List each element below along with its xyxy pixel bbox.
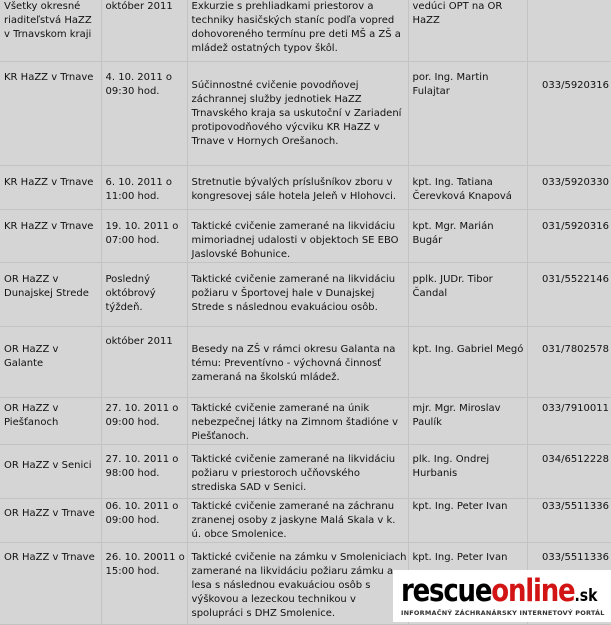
date-cell: október 2011 — [101, 0, 187, 61]
table-row — [0, 165, 611, 209]
date-cell: 06. 10. 2011 o 09:00 hod. — [101, 498, 187, 542]
date-cell: 27. 10. 2011 o 98:00 hod. — [101, 444, 187, 498]
contact-cell: kpt. Ing. Peter Ivan — [408, 542, 527, 624]
organizer-cell: KR HaZZ v Trnave — [0, 165, 101, 209]
organizer-cell: Všetky okresné riaditeľstvá HaZZ v Trnavskom kraji — [0, 0, 101, 61]
date-cell: 27. 10. 2011 o 09:00 hod. — [101, 397, 187, 444]
contact-cell: plk. Ing. Ondrej Hurbanis — [408, 444, 527, 498]
table-row — [0, 498, 611, 542]
description-cell: Taktické cvičenie zamerané na likvidáciu požiaru v Športovej hale v Dunajskej Strede s následnou evakuáciou osôb. — [187, 262, 408, 326]
description-cell: Taktické cvičenie na zámku v Smoleniciach zamerané na likvidáciu požiaru zámku a lesa s následnou evakuáciou osôb s výškovou a lezeckou technikou v spolupráci s DHZ Smolenice. — [187, 542, 408, 624]
description-cell: Súčinnostné cvičenie povodňovej záchrannej služby jednotiek HaZZ Trnavského kraja sa uskutoční v Zariadení protipovodňového výcviku KR HaZZ v Trnave v Hornych Orešanoch. — [187, 61, 408, 165]
phone-cell: 033/7910011 — [527, 397, 611, 444]
description-cell: Stretnutie bývalých príslušníkov zboru v kongresovej sále hotela Jeleň v Hlohovci. — [187, 165, 408, 209]
phone-cell: 033/5920330 — [527, 165, 611, 209]
description-cell: Taktické cvičenie zamerané na likvidáciu mimoriadnej udalosti v objektoch SE EBO Jaslovské Bohunice. — [187, 209, 408, 262]
phone-cell: 034/6512228 — [527, 444, 611, 498]
contact-cell: pplk. JUDr. Tibor Čandal — [408, 262, 527, 326]
table-row — [0, 0, 611, 61]
date-cell: 19. 10. 2011 o 07:00 hod. — [101, 209, 187, 262]
phone-cell: 031/5920316 — [527, 209, 611, 262]
phone-cell: 031/7802578 — [527, 326, 611, 397]
table-row — [0, 262, 611, 326]
organizer-cell: KR HaZZ v Trnave — [0, 61, 101, 165]
phone-cell: 033/5920316 — [527, 61, 611, 165]
organizer-cell: OR HaZZ v Piešťanoch — [0, 397, 101, 444]
date-cell: Posledný októbrový týždeň. — [101, 262, 187, 326]
organizer-cell: OR HaZZ v Senici — [0, 444, 101, 498]
contact-cell: kpt. Mgr. Marián Bugár — [408, 209, 527, 262]
description-cell: Taktické cvičenie zamerané na záchranu zranenej osoby z jaskyne Malá Skala v k. ú. obce Smolenice. — [187, 498, 408, 542]
contact-cell: kpt. Ing. Gabriel Megó — [408, 326, 527, 397]
organizer-cell: OR HaZZ v Galante — [0, 326, 101, 397]
organizer-cell: OR HaZZ v Dunajskej Strede — [0, 262, 101, 326]
description-cell: Exkurzie s prehliadkami priestorov a techniky hasičských staníc podľa vopred dohovoreného termínu pre deti MŠ a ZŠ a mládež ostatných typov škôl. — [187, 0, 408, 61]
description-cell: Taktické cvičenie zamerané na likvidáciu požiaru v priestoroch učňovského strediska SAD v Senici. — [187, 444, 408, 498]
phone-cell — [527, 0, 611, 61]
date-cell: október 2011 — [101, 326, 187, 397]
contact-cell: vedúci OPT na OR HaZZ — [408, 0, 527, 61]
contact-cell: por. Ing. Martin Fulajtar — [408, 61, 527, 165]
description-cell: Taktické cvičenie zamerané na únik nebezpečnej látky na Zimnom štadióne v Piešťanoch. — [187, 397, 408, 444]
date-cell: 4. 10. 2011 o 09:30 hod. — [101, 61, 187, 165]
phone-cell: 033/5511336 — [527, 542, 611, 624]
contact-cell: kpt. Ing. Tatiana Čerevková Knapová — [408, 165, 527, 209]
table-row — [0, 397, 611, 444]
contact-cell: kpt. Ing. Peter Ivan — [408, 498, 527, 542]
date-cell: 26. 10. 20011 o 15:00 hod. — [101, 542, 187, 624]
organizer-cell: OR HaZZ v Trnave — [0, 542, 101, 624]
phone-cell: 033/5511336 — [527, 498, 611, 542]
organizer-cell: KR HaZZ v Trnave — [0, 209, 101, 262]
logo-wordmark: rescueonline.sk — [401, 573, 598, 610]
table-row — [0, 209, 611, 262]
date-cell: 6. 10. 2011 o 11:00 hod. — [101, 165, 187, 209]
description-cell: Besedy na ZŠ v rámci okresu Galanta na tému: Preventívno - výchovná činnosť zameraná na školskú mládež. — [187, 326, 408, 397]
phone-cell: 031/5522146 — [527, 262, 611, 326]
table-row — [0, 444, 611, 498]
contact-cell: mjr. Mgr. Miroslav Paulík — [408, 397, 527, 444]
table-row — [0, 61, 611, 165]
organizer-cell: OR HaZZ v Trnave — [0, 498, 101, 542]
rescueonline-logo[interactable] — [393, 570, 611, 622]
logo-tagline: INFORMAČNÝ ZÁCHRANÁRSKY INTERNETOVÝ PORTÁL — [401, 609, 605, 617]
table-row — [0, 326, 611, 397]
